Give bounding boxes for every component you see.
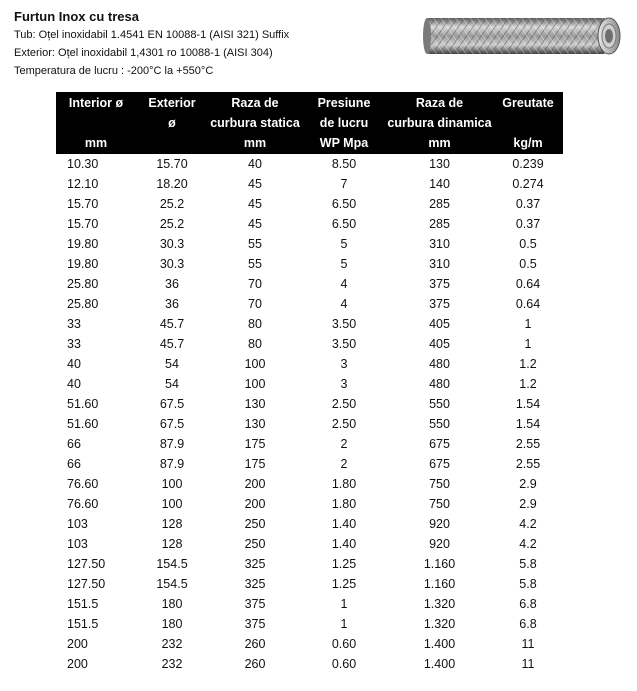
document-header: [14, 8, 404, 80]
exterior-material-line: Exterior: Oțel inoxidabil 1,4301 ro 10088-1 (AISI 304): [14, 47, 273, 59]
table-row: [56, 614, 563, 634]
column-header: mm: [208, 133, 302, 154]
table-row: [56, 494, 563, 514]
table-row: [56, 174, 563, 194]
table-cell: 76.60: [67, 497, 99, 511]
table-cell: 1.80: [331, 477, 357, 491]
table-cell: 405: [429, 337, 450, 351]
table-cell: 675: [429, 437, 450, 451]
column-header: WP Mpa: [302, 133, 386, 154]
table-cell: 54: [165, 377, 179, 391]
tube-material-line: Tub: Oțel inoxidabil 1.4541 EN 10088-1 (AISI 321) Suffix: [14, 29, 290, 41]
table-cell: 1.2: [519, 357, 537, 371]
table-cell: 2: [340, 437, 348, 451]
table-cell: 45: [248, 177, 262, 191]
table-cell: 128: [161, 537, 183, 551]
table-cell: 0.60: [331, 657, 357, 671]
table-cell: 550: [429, 397, 450, 411]
table-cell: 1: [340, 597, 348, 611]
table-cell: 1.54: [515, 397, 541, 411]
table-cell: 80: [248, 317, 262, 331]
table-cell: 750: [429, 477, 450, 491]
table-cell: 1.160: [423, 557, 456, 571]
table-cell: 76.60: [67, 477, 99, 491]
table-cell: 2: [340, 457, 348, 471]
table-cell: 40: [67, 377, 81, 391]
table-cell: 6.8: [519, 617, 537, 631]
table-cell: 310: [429, 257, 450, 271]
table-cell: 325: [244, 577, 266, 591]
table-cell: 67.5: [159, 417, 185, 431]
table-cell: 30.3: [159, 257, 185, 271]
table-row: [56, 534, 563, 554]
table-cell: 103: [67, 537, 88, 551]
table-cell: 375: [244, 617, 266, 631]
table-cell: 1.25: [331, 557, 357, 571]
table-cell: 5: [340, 237, 348, 251]
column-header: Exterior: [136, 92, 208, 113]
table-cell: 250: [244, 517, 266, 531]
table-cell: 0.274: [512, 177, 544, 191]
table-cell: 66: [67, 437, 81, 451]
table-cell: 151.5: [67, 617, 99, 631]
table-cell: 175: [244, 457, 266, 471]
table-cell: 87.9: [159, 457, 185, 471]
table-row: [56, 654, 563, 674]
table-cell: 87.9: [159, 437, 185, 451]
table-cell: 5.8: [519, 557, 537, 571]
column-header: [56, 113, 136, 133]
table-row: [56, 314, 563, 334]
table-row: [56, 454, 563, 474]
table-row: [56, 574, 563, 594]
table-cell: 1.80: [331, 497, 357, 511]
table-cell: 2.9: [519, 477, 537, 491]
table-cell: 375: [244, 597, 266, 611]
table-cell: 0.5: [519, 237, 537, 251]
column-header: Presiune: [302, 92, 386, 113]
table-row: [56, 354, 563, 374]
table-cell: 200: [244, 497, 266, 511]
table-cell: 550: [429, 417, 450, 431]
table-cell: 1.2: [519, 377, 537, 391]
table-cell: 40: [67, 357, 81, 371]
table-cell: 675: [429, 457, 450, 471]
table-cell: 6.50: [331, 197, 357, 211]
table-cell: 25.80: [67, 277, 99, 291]
table-row: [56, 594, 563, 614]
table-cell: 200: [67, 657, 88, 671]
table-cell: 19.80: [67, 237, 99, 251]
table-cell: 15.70: [156, 157, 188, 171]
table-cell: 8.50: [331, 157, 357, 171]
table-cell: 45: [248, 217, 262, 231]
table-row: [56, 474, 563, 494]
table-cell: 51.60: [67, 417, 99, 431]
table-cell: 1.400: [423, 657, 456, 671]
table-cell: 2.55: [515, 457, 541, 471]
table-cell: 25.2: [159, 197, 185, 211]
table-cell: 180: [161, 617, 183, 631]
table-cell: 55: [248, 237, 262, 251]
table-cell: 10.30: [67, 157, 99, 171]
column-header: Interior ø: [56, 92, 136, 113]
table-cell: 920: [429, 537, 450, 551]
table-row: [56, 554, 563, 574]
table-row: [56, 634, 563, 654]
table-row: [56, 154, 563, 174]
table-row: [56, 514, 563, 534]
hose-spec-table: [56, 92, 563, 674]
table-row: [56, 434, 563, 454]
table-cell: 67.5: [159, 397, 185, 411]
column-header: de lucru: [302, 113, 386, 133]
table-row: [56, 334, 563, 354]
table-row: [56, 274, 563, 294]
table-cell: 232: [161, 657, 183, 671]
table-row: [56, 374, 563, 394]
table-cell: 750: [429, 497, 450, 511]
column-header: curbura statica: [208, 113, 302, 133]
table-cell: 127.50: [67, 577, 106, 591]
table-cell: 175: [244, 437, 266, 451]
table-row: [56, 394, 563, 414]
table-cell: 100: [161, 497, 183, 511]
table-header: [56, 92, 563, 154]
column-header: mm: [386, 133, 493, 154]
table-cell: 51.60: [67, 397, 99, 411]
table-row: [56, 414, 563, 434]
table-cell: 2.50: [331, 417, 357, 431]
table-cell: 36: [165, 277, 179, 291]
table-row: [56, 294, 563, 314]
table-cell: 70: [248, 297, 262, 311]
table-cell: 0.37: [515, 197, 541, 211]
header-row: [56, 133, 563, 154]
table-cell: 1.160: [423, 577, 456, 591]
table-cell: 375: [429, 297, 450, 311]
table-cell: 40: [248, 157, 262, 171]
table-cell: 1.320: [423, 597, 456, 611]
header-row: [56, 113, 563, 133]
table-row: [56, 214, 563, 234]
table-cell: 375: [429, 277, 450, 291]
table-cell: 18.20: [156, 177, 188, 191]
column-header: [136, 133, 208, 154]
table-cell: 250: [244, 537, 266, 551]
table-cell: 232: [161, 637, 183, 651]
table-cell: 140: [429, 177, 450, 191]
table-cell: 0.64: [515, 277, 541, 291]
table-cell: 100: [244, 357, 266, 371]
table-cell: 4.2: [519, 517, 537, 531]
table-cell: 2.55: [515, 437, 541, 451]
column-header: Greutate: [493, 92, 563, 113]
table-cell: 180: [161, 597, 183, 611]
table-cell: 4.2: [519, 537, 537, 551]
table-cell: 11: [521, 637, 535, 651]
table-cell: 7: [340, 177, 348, 191]
table-cell: 4: [340, 277, 348, 291]
table-cell: 128: [161, 517, 183, 531]
table-cell: 1.40: [331, 517, 357, 531]
table-cell: 36: [165, 297, 179, 311]
table-cell: 25.80: [67, 297, 99, 311]
column-header: kg/m: [493, 133, 563, 154]
column-header: [493, 113, 563, 133]
table-row: [56, 254, 563, 274]
table-body: [56, 154, 563, 674]
table-cell: 151.5: [67, 597, 99, 611]
table-cell: 1.400: [423, 637, 456, 651]
table-cell: 15.70: [67, 197, 99, 211]
table-cell: 0.5: [519, 257, 537, 271]
table-cell: 103: [67, 517, 88, 531]
document-title: Furtun Inox cu tresa: [14, 9, 139, 24]
table-cell: 1.320: [423, 617, 456, 631]
table-cell: 285: [429, 197, 450, 211]
table-cell: 260: [244, 657, 266, 671]
table-cell: 12.10: [67, 177, 99, 191]
table-cell: 1.25: [331, 577, 357, 591]
table-cell: 30.3: [159, 237, 185, 251]
table-cell: 154.5: [156, 577, 188, 591]
table-cell: 3: [340, 357, 348, 371]
table-cell: 25.2: [159, 217, 185, 231]
table-cell: 405: [429, 317, 450, 331]
braided-hose-icon: [423, 14, 623, 58]
table-cell: 0.37: [515, 217, 541, 231]
table-cell: 260: [244, 637, 266, 651]
table-row: [56, 194, 563, 214]
table-cell: 1.40: [331, 537, 357, 551]
table-cell: 3: [340, 377, 348, 391]
table-cell: 19.80: [67, 257, 99, 271]
column-header: ø: [136, 113, 208, 133]
table-cell: 6.50: [331, 217, 357, 231]
table-cell: 154.5: [156, 557, 188, 571]
table-cell: 200: [244, 477, 266, 491]
table-cell: 3.50: [331, 337, 357, 351]
table-cell: 66: [67, 457, 81, 471]
column-header: curbura dinamica: [386, 113, 493, 133]
table-cell: 310: [429, 237, 450, 251]
table-cell: 127.50: [67, 557, 106, 571]
table-cell: 100: [244, 377, 266, 391]
table-cell: 130: [429, 157, 450, 171]
table-cell: 5.8: [519, 577, 537, 591]
table-cell: 480: [429, 357, 450, 371]
table-cell: 2.9: [519, 497, 537, 511]
table-cell: 0.60: [331, 637, 357, 651]
table-cell: 45.7: [159, 317, 185, 331]
temperature-line: Temperatura de lucru : -200°C la +550°C: [14, 65, 214, 77]
table-cell: 2.50: [331, 397, 357, 411]
table-cell: 80: [248, 337, 262, 351]
column-header: Raza de: [386, 92, 493, 113]
table-cell: 0.239: [512, 157, 544, 171]
table-cell: 1: [340, 617, 348, 631]
table-cell: 33: [67, 337, 81, 351]
table-cell: 54: [165, 357, 179, 371]
table-cell: 55: [248, 257, 262, 271]
table-cell: 5: [340, 257, 348, 271]
table-cell: 130: [244, 417, 266, 431]
table-cell: 1: [524, 337, 532, 351]
table-cell: 200: [67, 637, 88, 651]
table-cell: 480: [429, 377, 450, 391]
table-cell: 33: [67, 317, 81, 331]
table-cell: 4: [340, 297, 348, 311]
table-cell: 0.64: [515, 297, 541, 311]
table-cell: 70: [248, 277, 262, 291]
table-cell: 11: [521, 657, 535, 671]
table-cell: 45: [248, 197, 262, 211]
table-row: [56, 234, 563, 254]
table-cell: 1.54: [515, 417, 541, 431]
table-cell: 130: [244, 397, 266, 411]
table-cell: 100: [161, 477, 183, 491]
table-cell: 1: [524, 317, 532, 331]
column-header: Raza de: [208, 92, 302, 113]
table-cell: 920: [429, 517, 450, 531]
table-cell: 6.8: [519, 597, 537, 611]
header-row: [56, 92, 563, 113]
table-cell: 285: [429, 217, 450, 231]
table-cell: 15.70: [67, 217, 99, 231]
table-cell: 325: [244, 557, 266, 571]
table-cell: 45.7: [159, 337, 185, 351]
table-cell: 3.50: [331, 317, 357, 331]
column-header: mm: [56, 133, 136, 154]
